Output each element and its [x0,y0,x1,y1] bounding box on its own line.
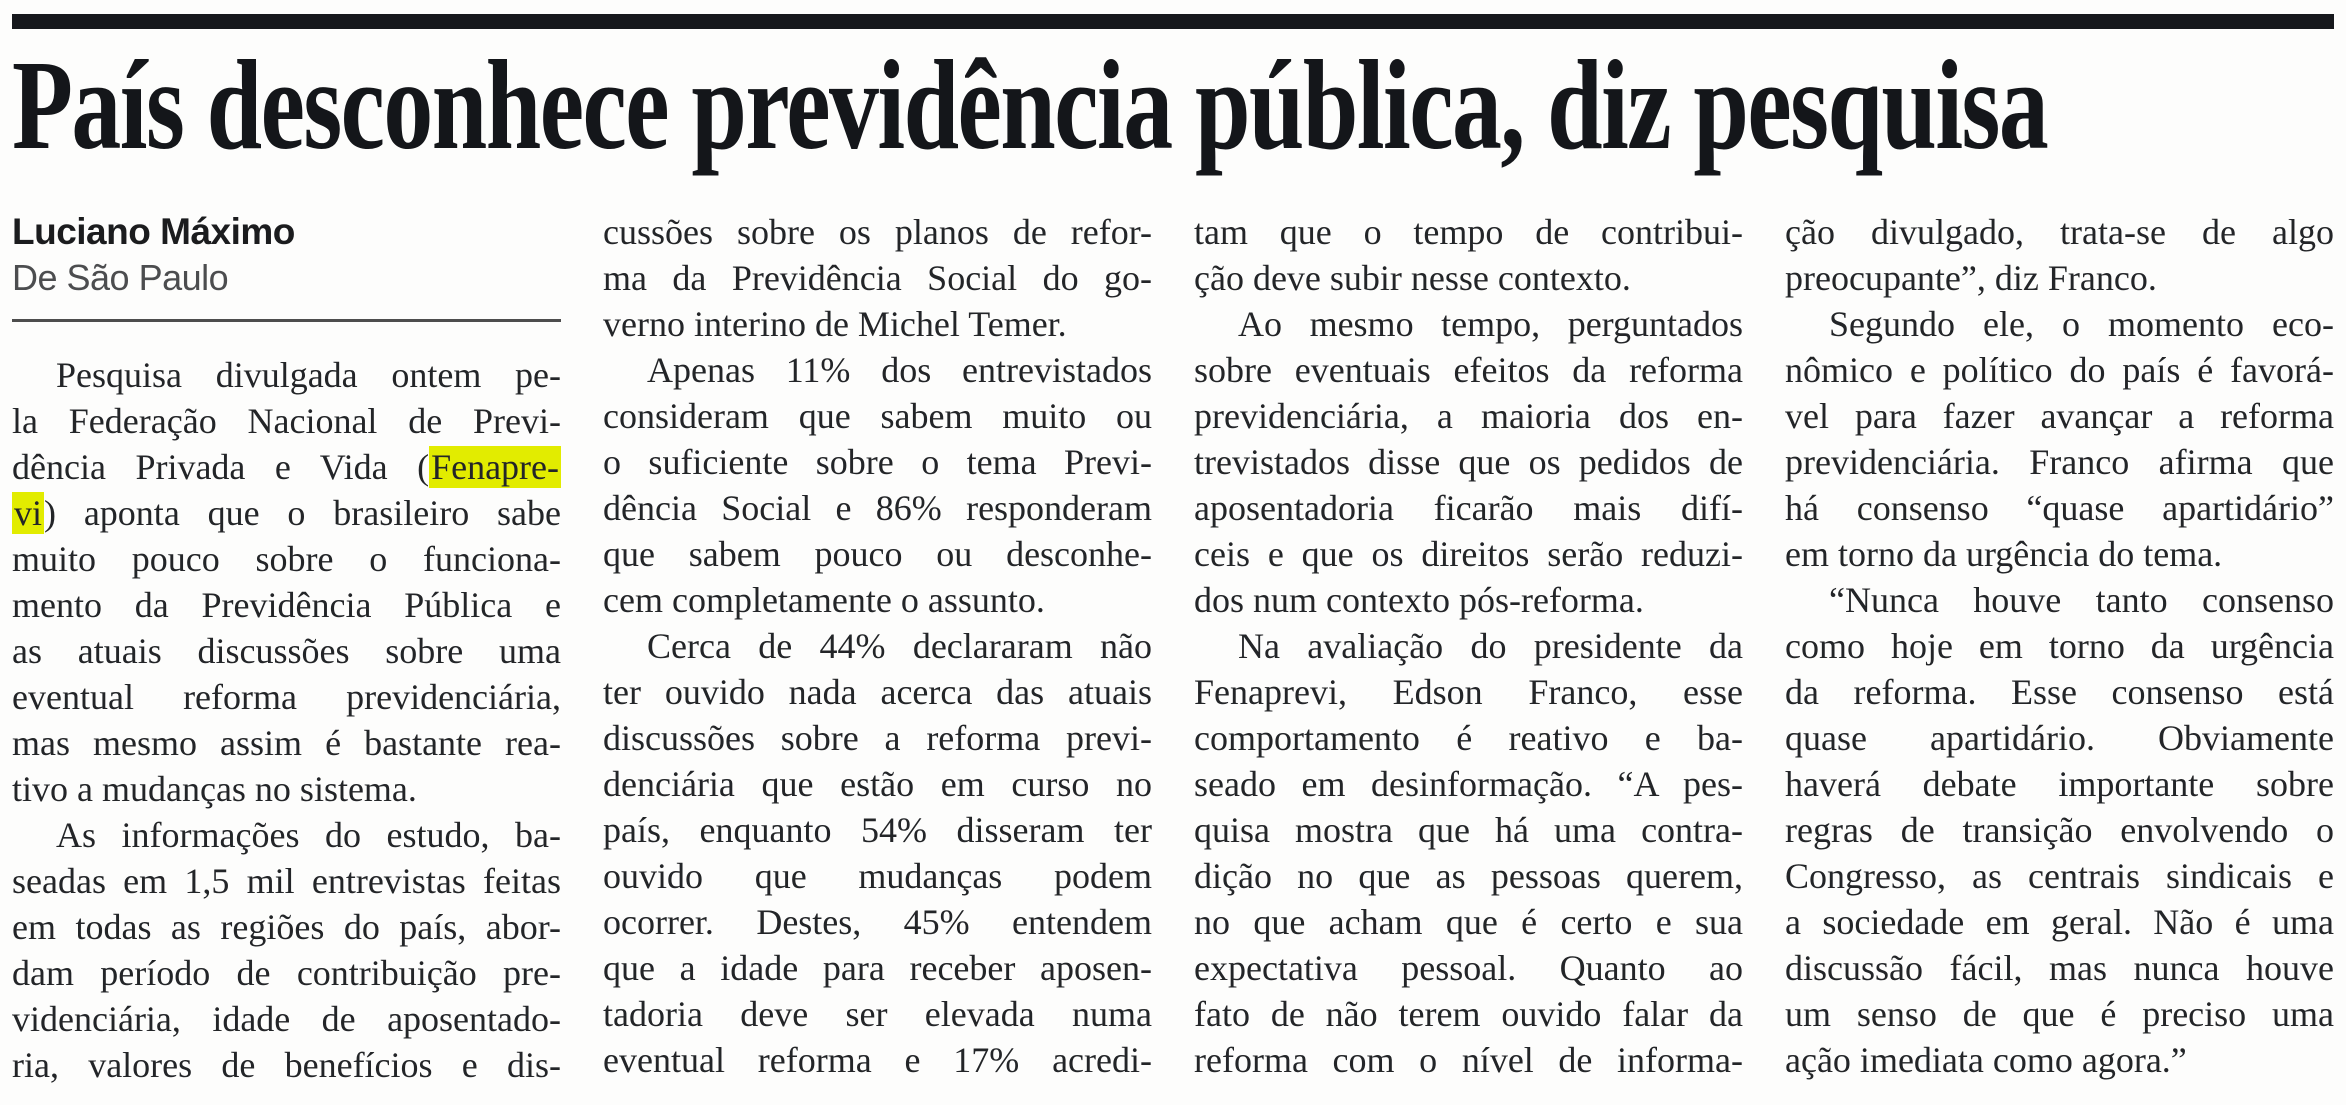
body-line: ma da Previdência Social do go- [603,258,1152,298]
body-line: tadoria deve ser elevada numa [603,994,1152,1034]
body-line: verno interino de Michel Temer. [603,304,1067,344]
body-line: ção divulgado, trata-se de algo [1785,212,2334,252]
article-column [12,209,561,1088]
body-line: cem completamente o assunto. [603,580,1045,620]
body-line: as atuais discussões sobre uma [12,631,561,671]
body-line: eventual reforma e 17% acredi- [603,1040,1152,1080]
body-line: tam que o tempo de contribui- [1194,212,1743,252]
article-headline-text: País desconhece previdência pública, diz pesquisa [12,34,2048,176]
byline [12,209,561,322]
body-line: quisa mostra que há uma contra- [1194,810,1743,850]
body-line: em todas as regiões do país, abor- [12,907,561,947]
body-text: dência Privada e Vida ( [12,447,430,487]
body-line: ria, valores de benefícios e dis- [12,1045,561,1085]
byline-location: De São Paulo [12,257,229,298]
body-line: no que acham que é certo e sua [1194,902,1743,942]
body-line: seado em desinformação. “A pes- [1194,764,1743,804]
body-line: trevistados disse que os pedidos de [1194,442,1743,482]
body-line: mas mesmo assim é bastante rea- [12,723,561,763]
body-line: discussões sobre a reforma previ- [603,718,1152,758]
body-line: Na avaliação do presidente da [1238,626,1743,666]
body-line: Ao mesmo tempo, perguntados [1238,304,1743,344]
body-line: nômico e político do país é favorá- [1785,350,2334,390]
body-line: seadas em 1,5 mil entrevistas feitas [12,861,561,901]
body-line: dição no que as pessoas querem, [1194,856,1743,896]
body-line: previdenciária. Franco afirma que [1785,442,2334,482]
body-line: Congresso, as centrais sindicais e [1785,856,2334,896]
body-line: dência Social e 86% responderam [603,488,1152,528]
article-column [603,209,1152,1088]
body-line: previdenciária, a maioria dos en- [1194,396,1743,436]
body-line: regras de transição envolvendo o [1785,810,2334,850]
byline-divider [12,319,561,322]
body-text: ) aponta que o brasileiro sabe [44,493,561,533]
body-line: aposentadoria ficarão mais difí- [1194,488,1743,528]
newspaper-page [0,14,2346,1088]
body-line: As informações do estudo, ba- [56,815,561,855]
body-line: eventual reforma previdenciária, [12,677,561,717]
body-line: la Federação Nacional de Previ- [12,401,561,441]
top-rule [12,14,2334,29]
body-line: mento da Previdência Pública e [12,585,561,625]
body-line: dos num contexto pós-reforma. [1194,580,1644,620]
body-line: comportamento é reativo e ba- [1194,718,1743,758]
body-line: discussão fácil, mas nunca houve [1785,948,2334,988]
body-line: Apenas 11% dos entrevistados [647,350,1152,390]
highlighted-text: Fenapre- [431,447,559,487]
body-line: Pesquisa divulgada ontem pe- [56,355,561,395]
body-line: ocorrer. Destes, 45% entendem [603,902,1152,942]
body-line: consideram que sabem muito ou [603,396,1152,436]
body-line: “Nunca houve tanto consenso [1829,580,2334,620]
body-line: o suficiente sobre o tema Previ- [603,442,1152,482]
body-line: ção deve subir nesse contexto. [1194,258,1631,298]
body-line: videnciária, idade de aposentado- [12,999,561,1039]
body-line [12,444,561,490]
body-line: da reforma. Esse consenso está [1785,672,2334,712]
article-column [1785,209,2334,1088]
body-line: Segundo ele, o momento eco- [1829,304,2334,344]
body-line: Cerca de 44% declararam não [647,626,1152,666]
body-line: ouvido que mudanças podem [603,856,1152,896]
body-line: preocupante”, diz Franco. [1785,258,2157,298]
body-line: tivo a mudanças no sistema. [12,769,417,809]
body-line: haverá debate importante sobre [1785,764,2334,804]
body-line: vel para fazer avançar a reforma [1785,396,2334,436]
article-columns [12,209,2334,1088]
article-column [1194,209,1743,1088]
body-line: um senso de que é preciso uma [1785,994,2334,1034]
body-line: há consenso “quase apartidário” [1785,488,2334,528]
body-line: que sabem pouco ou desconhe- [603,534,1152,574]
body-line: ter ouvido nada acerca das atuais [603,672,1152,712]
highlighted-text: vi [14,493,43,533]
body-line [12,490,561,536]
body-line: denciária que estão em curso no [603,764,1152,804]
body-line: a sociedade em geral. Não é uma [1785,902,2334,942]
body-line: ação imediata como agora.” [1785,1040,2187,1080]
body-line: quase apartidário. Obviamente [1785,718,2334,758]
article-headline [12,29,2334,187]
body-line: que a idade para receber aposen- [603,948,1152,988]
body-line: ceis e que os direitos serão reduzi- [1194,534,1743,574]
body-line: como hoje em torno da urgência [1785,626,2334,666]
body-line: reforma com o nível de informa- [1194,1040,1743,1080]
body-line: muito pouco sobre o funciona- [12,539,561,579]
body-line: dam período de contribuição pre- [12,953,561,993]
body-line: em torno da urgência do tema. [1785,534,2223,574]
body-line: cussões sobre os planos de refor- [603,212,1152,252]
body-line: país, enquanto 54% disseram ter [603,810,1152,850]
body-line: expectativa pessoal. Quanto ao [1194,948,1743,988]
body-line: Fenaprevi, Edson Franco, esse [1194,672,1743,712]
body-line: fato de não terem ouvido falar da [1194,994,1743,1034]
byline-author: Luciano Máximo [12,211,295,252]
body-line: sobre eventuais efeitos da reforma [1194,350,1743,390]
